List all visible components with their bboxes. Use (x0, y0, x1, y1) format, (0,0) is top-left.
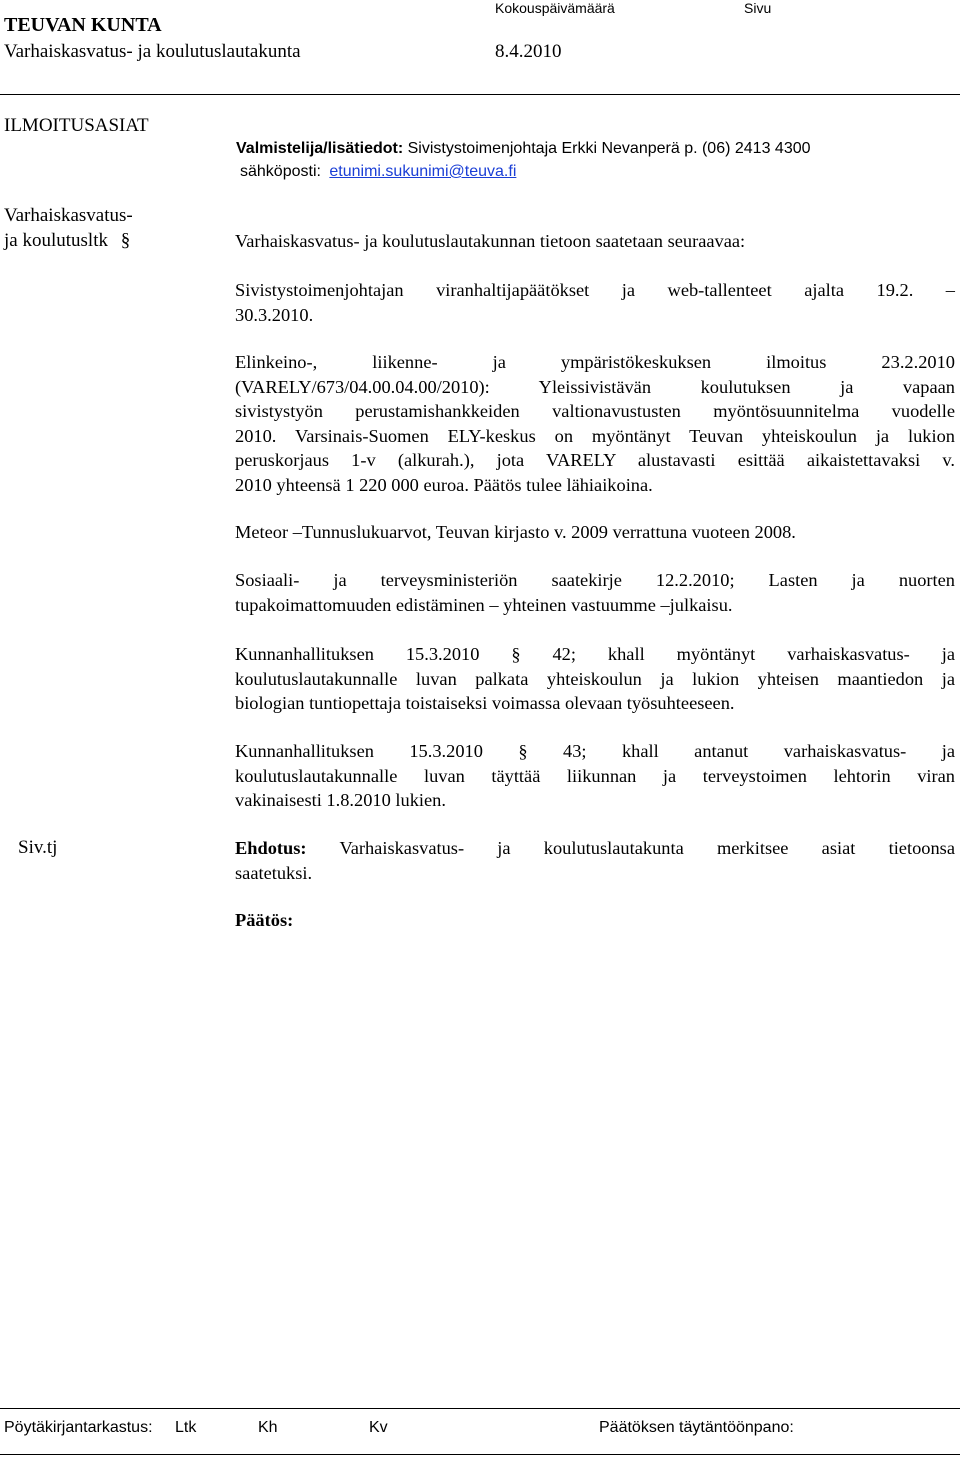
paragraph-khall-43 (235, 739, 955, 813)
p2-line3: sivistystyön perustamishankkeiden valtionavustusten myöntösuunnitelma vuodelle (235, 401, 955, 421)
p2-line2: (VARELY/673/04.00.04.00/2010): Yleissivistävän koulutuksen ja vapaan (235, 376, 955, 397)
preparer-text: Sivistystoimenjohtaja Erkki Nevanperä p. (06) 2413 4300 (407, 140, 811, 157)
p2-line4: 2010. Varsinais-Suomen ELY-keskus on myöntänyt Teuvan yhteiskoulun ja lukion (235, 425, 955, 446)
page-label: Sivu (744, 0, 772, 16)
paragraph-ely-notice (235, 350, 955, 497)
email-link[interactable]: etunimi.sukunimi@teuva.fi (329, 163, 517, 180)
side-label-text: ja koulutusltk (4, 230, 108, 251)
side-label-line1: Varhaiskasvatus- (4, 205, 133, 226)
p4-line2: tupakoimattomuuden edistäminen – yhteinen vastuumme –julkaisu. (235, 594, 733, 615)
preparer-label: Valmistelija/lisätiedot: (236, 140, 404, 157)
email-line (240, 163, 516, 181)
proposal-text: Varhaiskasvatus- ja koulutuslautakunta merkitsee asiat tietoonsa (339, 838, 955, 858)
header-divider (0, 94, 960, 95)
contact-line (236, 140, 811, 158)
section-title: ILMOITUSASIAT (4, 115, 149, 136)
email-label: sähköposti: (240, 163, 321, 180)
paragraph-ministry-letter (235, 568, 955, 617)
side-label-line2 (4, 230, 130, 252)
review-kh: Kh (258, 1419, 278, 1436)
p1-line1: Sivistystoimenjohtajan viranhaltijapäätökset ja web-tallenteet ajalta 19.2. – (235, 280, 955, 300)
p3-line1: Meteor –Tunnuslukuarvot, Teuvan kirjasto v. 2009 verrattuna vuoteen 2008. (235, 522, 796, 542)
paragraph-meteor (235, 520, 955, 545)
proposal-line1 (235, 836, 955, 861)
p2-line6: 2010 yhteensä 1 220 000 euroa. Päätös tulee lähiaikoina. (235, 474, 653, 495)
footer-top-rule (0, 1408, 960, 1409)
p6-line1: Kunnanhallituksen 15.3.2010 § 43; khall antanut varhaiskasvatus- ja (235, 741, 955, 761)
review-kv: Kv (369, 1419, 388, 1436)
meeting-date: 8.4.2010 (495, 41, 562, 62)
review-label: Pöytäkirjantarkastus: (4, 1419, 153, 1436)
proposal-block (235, 836, 955, 885)
board-name: Varhaiskasvatus- ja koulutuslautakunta (4, 41, 301, 62)
meeting-date-label: Kokouspäivämäärä (495, 0, 615, 16)
proposal-line2: saatetuksi. (235, 862, 313, 883)
review-ltk: Ltk (175, 1419, 197, 1436)
paragraph-khall-42 (235, 642, 955, 716)
p6-line2: koulutuslautakunnalle luvan täyttää liikunnan ja terveystoimen lehtorin viran (235, 765, 955, 786)
p4-line1: Sosiaali- ja terveysministeriön saatekirje 12.2.2010; Lasten ja nuorten (235, 570, 955, 590)
organization-name: TEUVAN KUNTA (4, 14, 162, 36)
p5-line2: koulutuslautakunnalle luvan palkata yhteiskoulun ja lukion yhteisen maantiedon ja (235, 668, 955, 689)
p1-line2: 30.3.2010. (235, 304, 314, 325)
decision-label: Päätös: (235, 910, 294, 930)
footer-bottom-rule (0, 1454, 960, 1455)
section-sign: § (120, 230, 131, 251)
intro-text: Varhaiskasvatus- ja koulutuslautakunnan tietoon saatetaan seuraavaa: (235, 231, 746, 251)
p2-line1: Elinkeino-, liikenne- ja ympäristökeskuksen ilmoitus 23.2.2010 (235, 352, 955, 372)
p2-line5: peruskorjaus 1-v (alkurah.), jota VARELY alustavasti esittää aikaistettavaksi v. (235, 450, 955, 470)
paragraph-decisions (235, 278, 955, 327)
siv-label: Siv.tj (18, 837, 58, 858)
p6-line3: vakinaisesti 1.8.2010 lukien. (235, 790, 446, 810)
proposal-label: Ehdotus: (235, 838, 307, 858)
execution-label: Päätöksen täytäntöönpano: (599, 1419, 794, 1436)
p5-line1: Kunnanhallituksen 15.3.2010 § 42; khall myöntänyt varhaiskasvatus- ja (235, 644, 955, 664)
p5-line3: biologian tuntiopettaja toistaiseksi voimassa olevaan työsuhteeseen. (235, 693, 735, 713)
